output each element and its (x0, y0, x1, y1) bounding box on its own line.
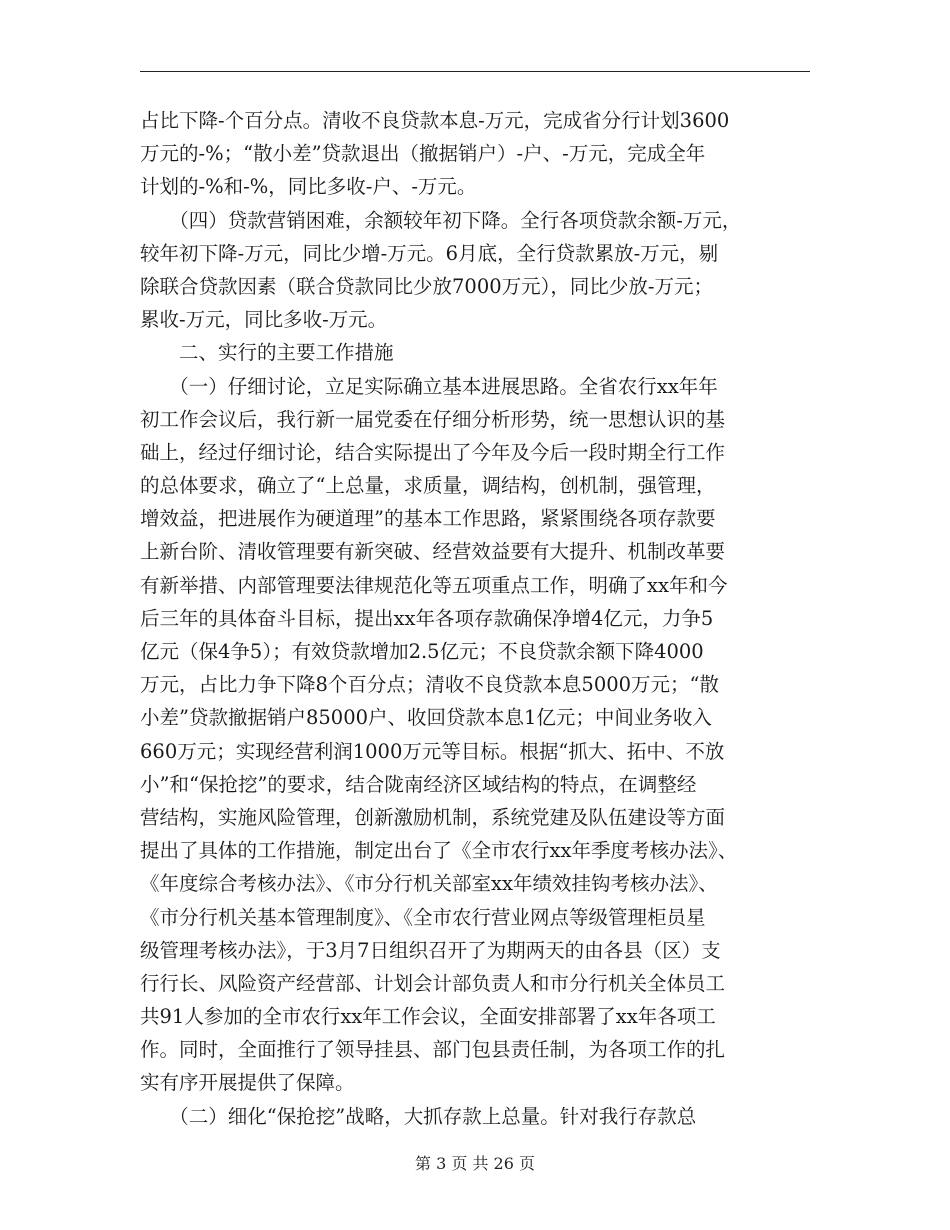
text-line: 作。同时，全面推行了领导挂县、部门包县责任制，为各项工作的扎 (140, 1038, 726, 1062)
text-line: 础上，经过仔细讨论，结合实际提出了今年及今后一段时期全行工作 (140, 440, 726, 464)
text-line: 累收-万元，同比多收-万元。 (140, 308, 388, 332)
text-line: 计划的-%和-%，同比多收-户、-万元。 (140, 175, 477, 199)
text-line: 亿元（保4争5）；有效贷款增加2.5亿元；不良贷款余额下降4000 (140, 640, 704, 663)
text-line: 较年初下降-万元，同比少增-万元。6月底，全行贷款累放-万元，剔 (140, 241, 719, 265)
text-line: 后三年的具体奋斗目标，提出xx年各项存款确保净增4亿元，力争5 (140, 606, 714, 630)
text-line: （四）贷款营销困难，余额较年初下降。全行各项贷款余额-万元， (140, 208, 742, 232)
page-footer: 第 3 页 共 26 页 (415, 1154, 535, 1173)
text-line: 万元，占比力争下降8个百分点；清收不良贷款本息5000万元；“散 (140, 673, 720, 697)
text-line: 占比下降-个百分点。清收不良贷款本息-万元，完成省分行计划3600 (140, 109, 730, 132)
text-line: 增效益，把进展作为硬道理”的基本工作思路，紧紧围绕各项存款要 (140, 507, 716, 531)
text-line: 行行长、风险资产经营部、计划会计部负责人和市分行机关全体员工 (140, 971, 726, 995)
text-line: （一）仔细讨论，立足实际确立基本进展思路。全省农行xx年年 (140, 374, 718, 398)
text-line: 级管理考核办法》，于3月7日组织召开了为期两天的由各县（区）支 (140, 938, 721, 962)
text-line: 《年度综合考核办法》、《市分行机关部室xx年绩效挂钩考核办法》、 (140, 872, 718, 896)
text-line: 的总体要求，确立了“上总量，求质量，调结构，创机制，强管理， (140, 474, 716, 498)
text-line: 提出了具体的工作措施，制定出台了《全市农行xx年季度考核办法》、 (140, 839, 738, 863)
section-heading: 二、实行的主要工作措施 (140, 341, 394, 365)
text-line: 初工作会议后，我行新一届党委在仔细分析形势，统一思想认识的基 (140, 407, 726, 431)
body-text (140, 104, 810, 1133)
text-line: 共91人参加的全市农行xx年工作会议，全面安排部署了xx年各项工 (140, 1005, 716, 1029)
text-line: 万元的-%；“散小差”贷款退出（撤据销户）-户、-万元，完成全年 (140, 142, 706, 166)
text-line: 营结构，实施风险管理，创新激励机制，系统党建及队伍建设等方面 (140, 805, 726, 829)
text-line: 有新举措、内部管理要法律规范化等五项重点工作，明确了xx年和今 (140, 573, 728, 597)
text-line: 除联合贷款因素（联合贷款同比少放7000万元），同比少放-万元； (140, 274, 713, 298)
text-line: 《市分行机关基本管理制度》、《全市农行营业网点等级管理柜员星 (140, 905, 706, 929)
text-line: 实有序开展提供了保障。 (140, 1071, 355, 1095)
text-line: 小差”贷款撤据销户85000户、收回贷款本息1亿元；中间业务收入 (140, 706, 712, 730)
text-line: 660万元；实现经营利润1000万元等目标。根据“抓大、拓中、不放 (140, 739, 725, 763)
text-line: 小”和“保抢挖”的要求，结合陇南经济区域结构的特点，在调整经 (140, 772, 697, 796)
text-line: 上新台阶、清收管理要有新突破、经营效益要有大提升、机制改革要 (140, 540, 726, 564)
text-line: （二）细化“保抢挖”战略，大抓存款上总量。针对我行存款总 (140, 1104, 697, 1128)
header-rule (140, 71, 810, 72)
